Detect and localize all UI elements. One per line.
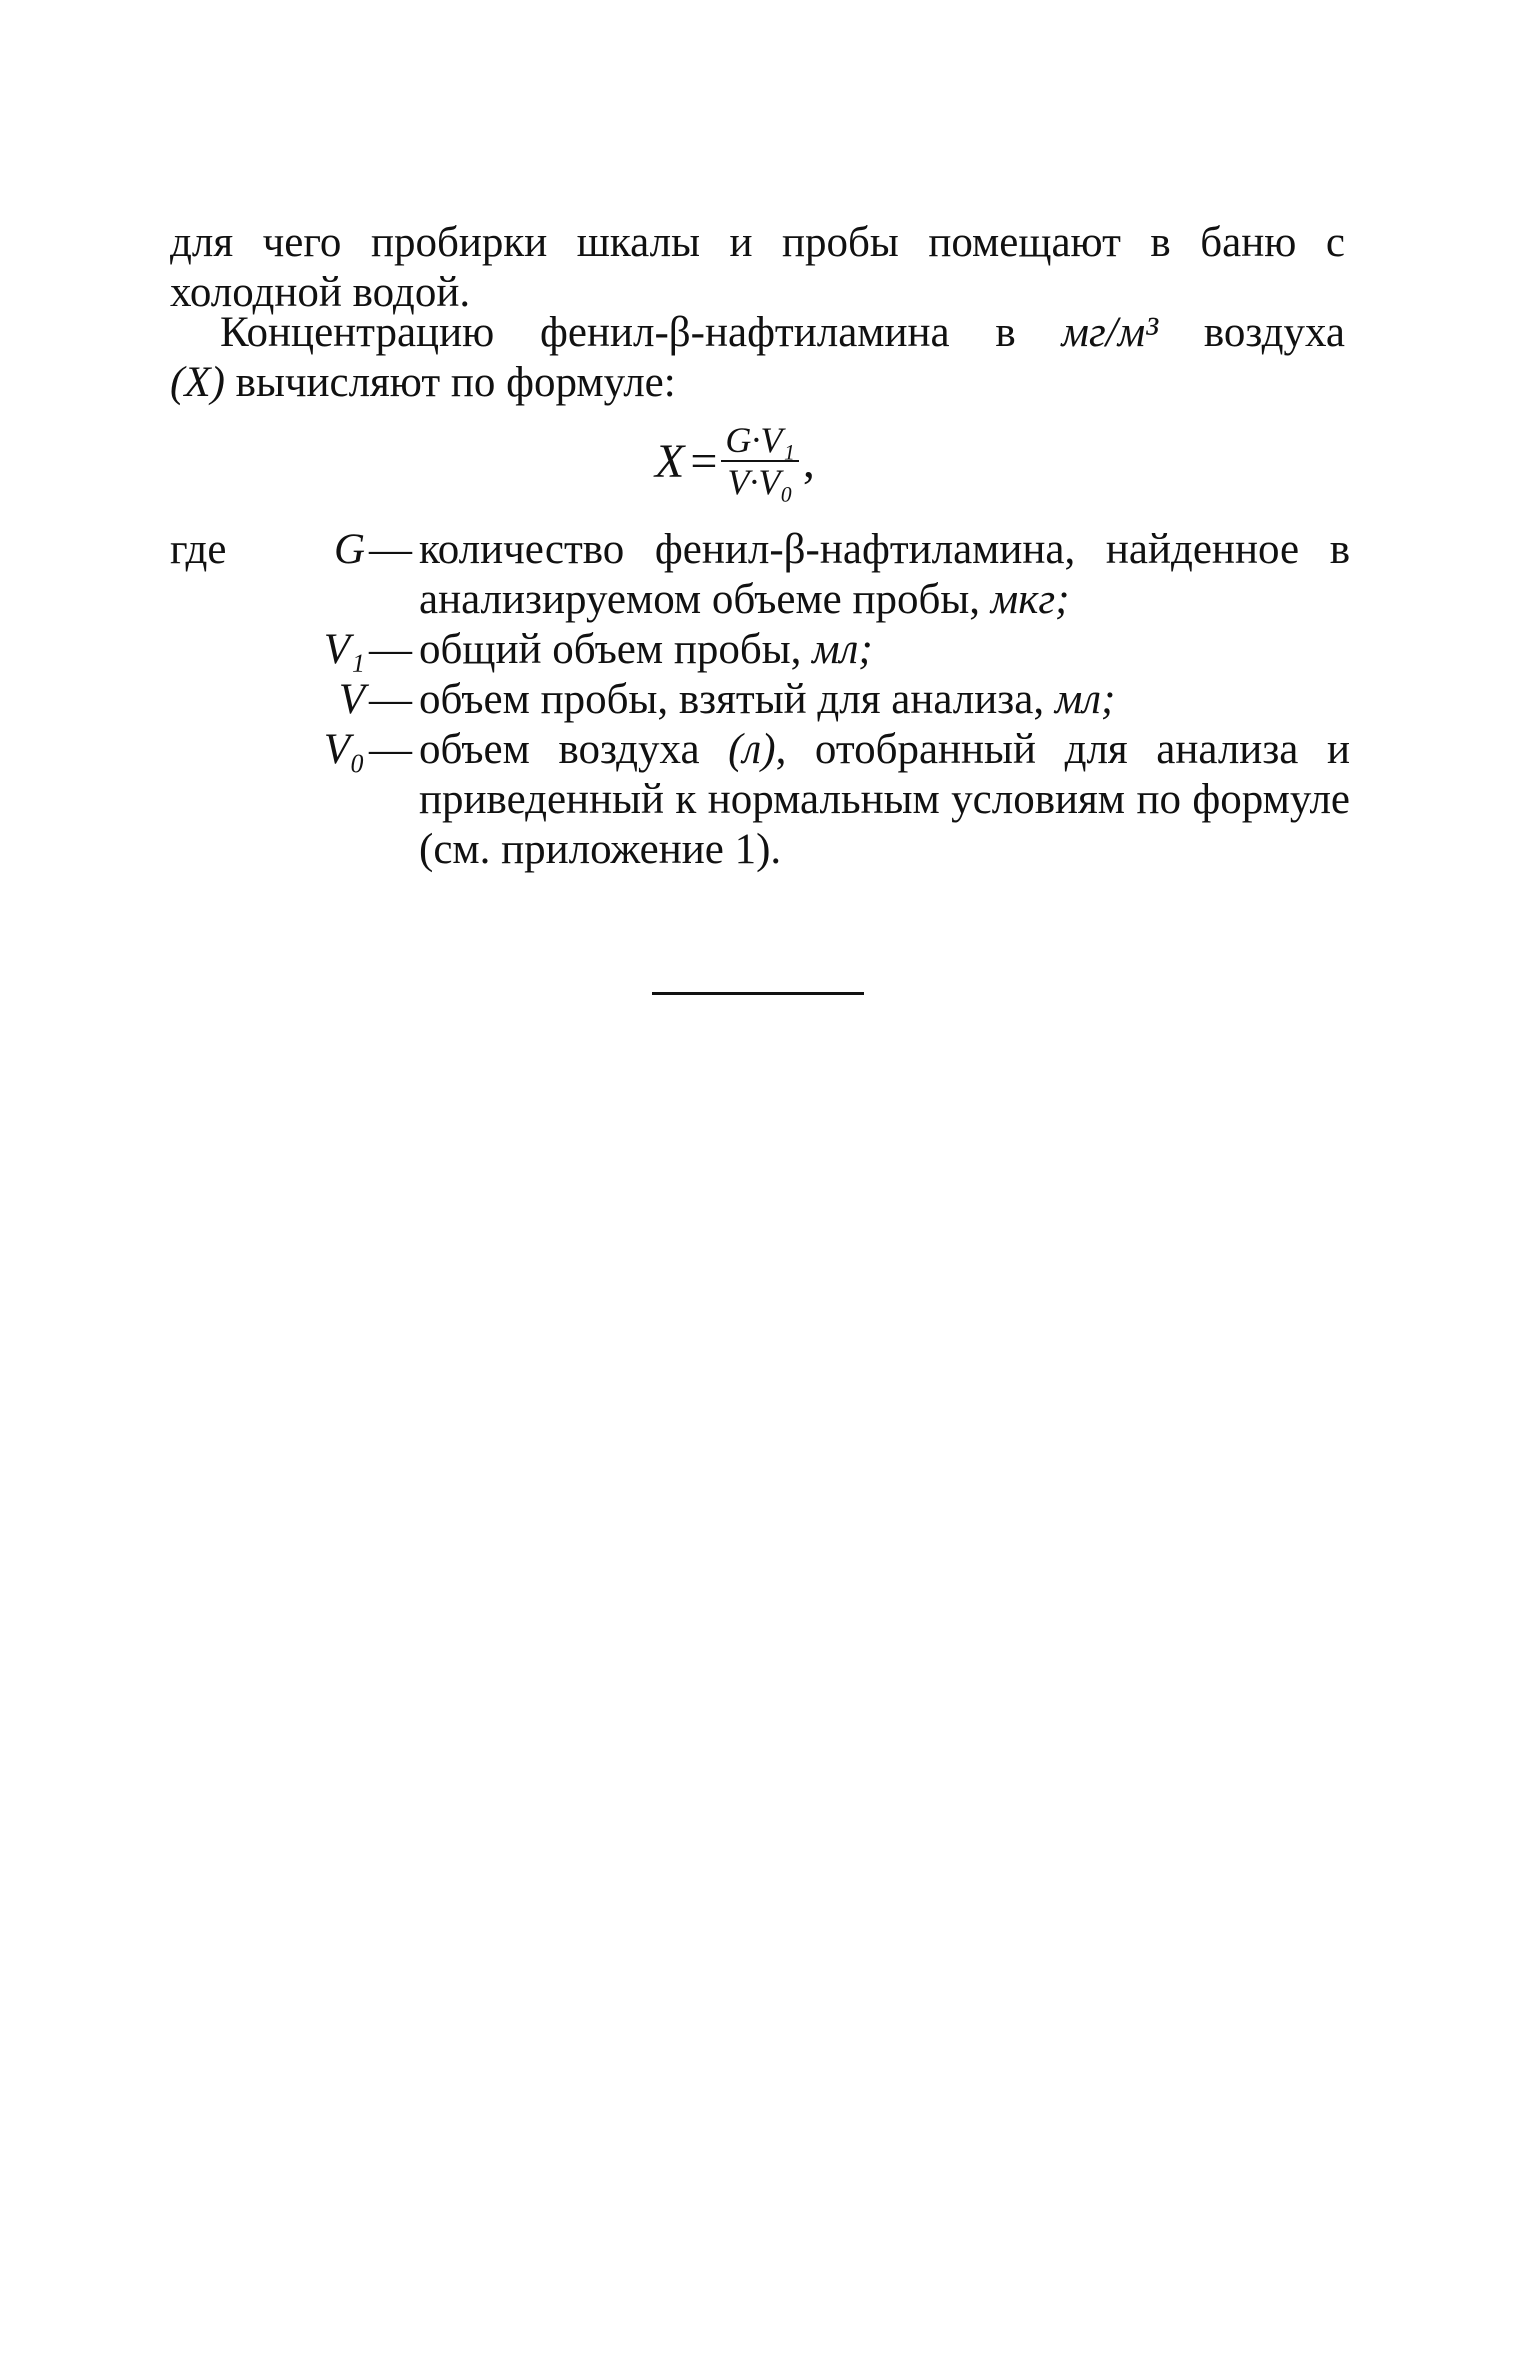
definition-item: [170, 675, 1350, 725]
where-label: где: [170, 526, 227, 573]
definition-dash: —: [369, 526, 412, 573]
definition-text-body: объем воздуха: [419, 726, 729, 773]
definition-dash: —: [369, 676, 412, 723]
definition-symbol: G: [333, 526, 365, 573]
definition-text-tail: , отобранный для анализа и приведенный к нормальным условиям по формуле (см. приложение 1).: [419, 726, 1351, 873]
variable-x: (X): [170, 359, 225, 406]
definition-text: [419, 725, 1350, 875]
definition-text: [419, 525, 1350, 625]
paragraph-2: [170, 308, 1345, 408]
formula-equals: =: [690, 434, 718, 488]
definition-text-body: объем пробы, взятый для анализа,: [419, 676, 1055, 723]
paragraph-2-text-b: воздуха: [1158, 309, 1345, 356]
paragraph-2-line-1: [170, 308, 1345, 358]
definition-unit: мкг;: [990, 576, 1070, 623]
definition-symbol: V₀: [323, 726, 365, 773]
definition-text-body: количество фенил-β-нафтиламина, найденное в анализируемом объеме пробы,: [419, 526, 1350, 623]
concentration-formula: [655, 420, 815, 502]
formula-numerator: G·V₁: [725, 420, 795, 460]
formula-trail: ,: [802, 434, 815, 488]
definition-item: [170, 625, 1350, 675]
paragraph-2-line-2: [170, 359, 676, 406]
formula-fraction: [721, 420, 799, 502]
definitions-list: [170, 525, 1350, 875]
definition-symbol: V: [338, 676, 365, 723]
concentration-unit: мг/м³: [1061, 309, 1159, 356]
formula-denominator: V·V₀: [727, 462, 793, 502]
formula-lhs: X: [655, 434, 685, 488]
definition-unit: (л): [728, 726, 776, 773]
definition-text-body: общий объем пробы,: [419, 626, 813, 673]
definition-item: [170, 725, 1350, 875]
definition-symbol: V₁: [323, 626, 365, 673]
definition-item: [170, 525, 1350, 625]
paragraph-2-text-c: вычисляют по формуле:: [224, 359, 676, 406]
paragraph-1: [170, 218, 1345, 318]
definition-dash: —: [369, 726, 412, 773]
paragraph-2-text-a: Концентрацию фенил-β-нафтиламина в: [220, 309, 1062, 356]
end-divider: [652, 992, 864, 995]
definition-dash: —: [369, 626, 412, 673]
definition-unit: мл;: [1054, 676, 1116, 723]
definition-unit: мл;: [812, 626, 873, 673]
definition-text: [419, 625, 1350, 675]
paragraph-1-line-2: холодной водой.: [170, 269, 471, 316]
definition-text: [419, 675, 1350, 725]
paragraph-1-line-1: для чего пробирки шкалы и пробы помещают в баню с: [170, 219, 1345, 266]
